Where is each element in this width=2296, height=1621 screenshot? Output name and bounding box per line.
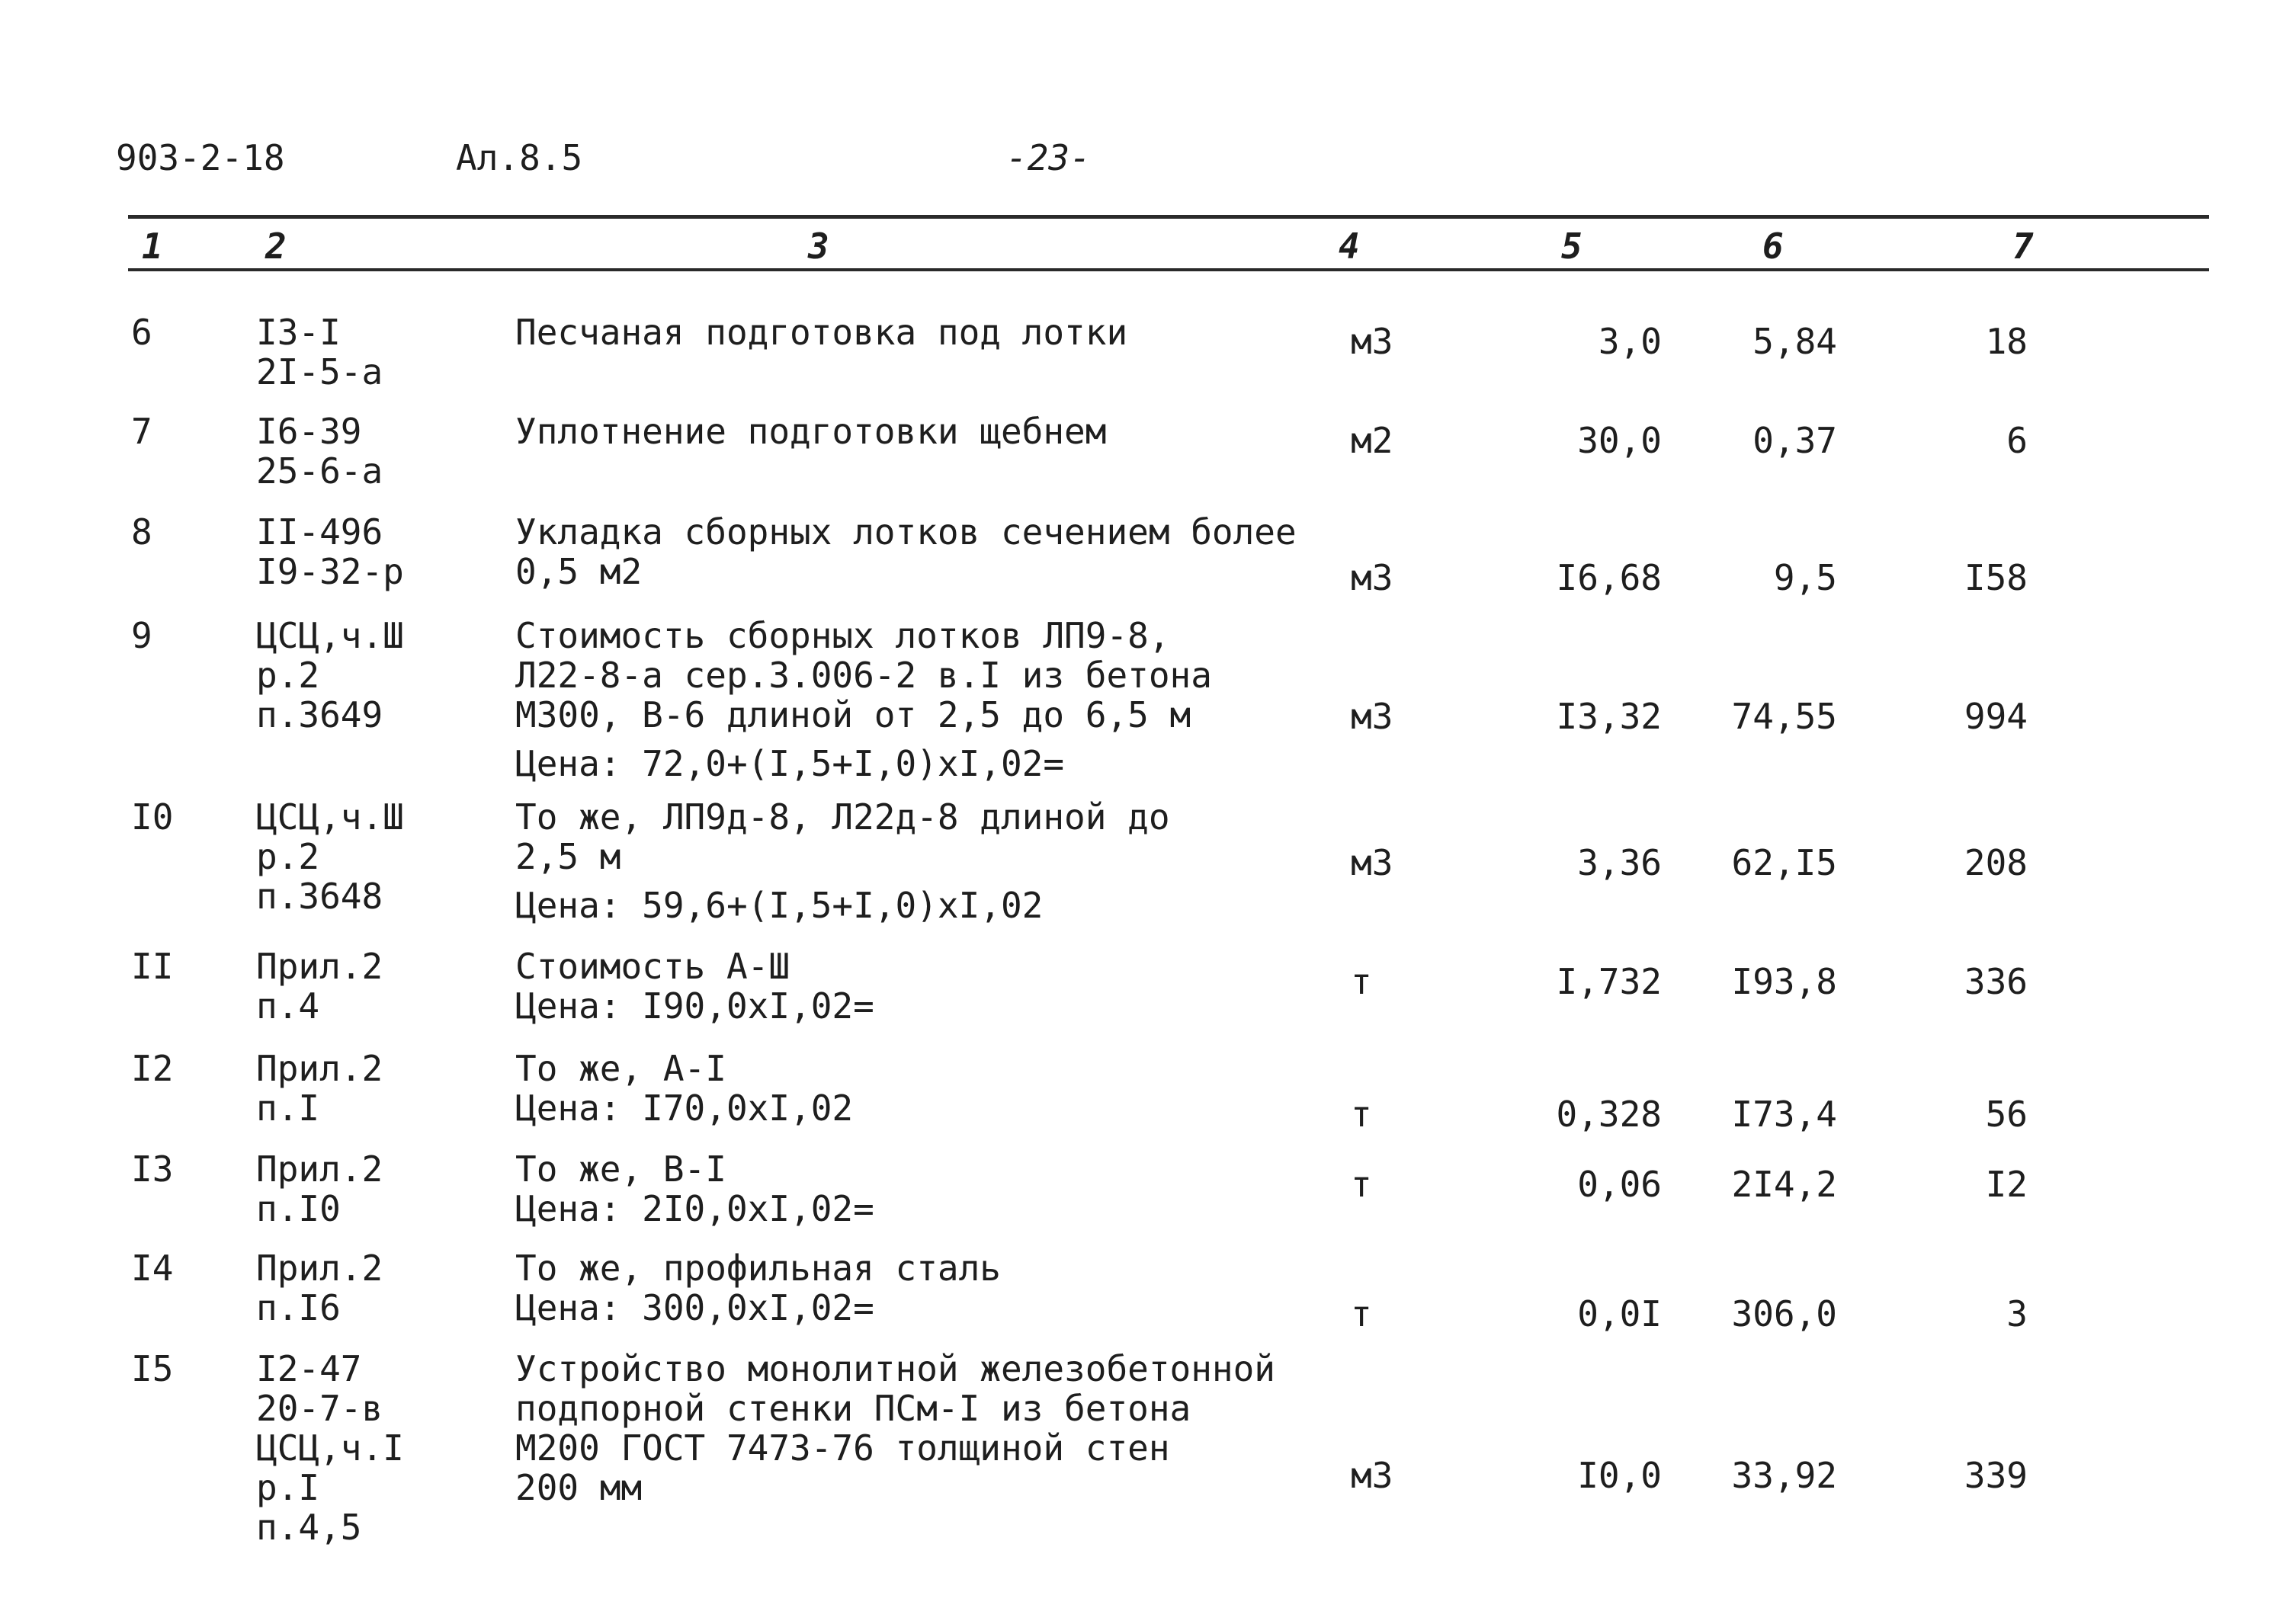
col-head-2: 2: [265, 226, 287, 267]
row-quantity: 3,36: [1577, 842, 1662, 883]
row-unit: м3: [1351, 1455, 1393, 1496]
description-line: То же, В-I: [515, 1148, 726, 1190]
row-unit: т: [1351, 1293, 1372, 1334]
description-line: Устройство монолитной железобетонной: [515, 1348, 1275, 1389]
row-unit: м3: [1351, 696, 1393, 737]
price-formula: Цена: I90,0xI,02=: [515, 985, 874, 1027]
row-description: [515, 947, 874, 1026]
row-unit-price: 5,84: [1752, 321, 1837, 362]
reference-line: р.2: [256, 655, 320, 696]
row-unit: т: [1351, 961, 1372, 1002]
row-unit: м2: [1351, 420, 1393, 461]
row-description: [515, 1149, 874, 1229]
col-head-3: 3: [808, 226, 829, 267]
price-formula: Цена: 2I0,0xI,02=: [515, 1188, 874, 1229]
description-line: Укладка сборных лотков сечением более: [515, 511, 1297, 553]
reference-line: ЦСЦ,ч.Ш: [256, 615, 404, 656]
row-unit-price: I73,4: [1731, 1094, 1837, 1135]
row-unit: м3: [1351, 557, 1393, 598]
row-description: [515, 312, 1127, 352]
row-unit: т: [1351, 1094, 1372, 1135]
row-reference: [256, 1149, 383, 1229]
reference-line: р.I: [256, 1467, 320, 1508]
row-number: 7: [131, 411, 152, 452]
description-line: 200 мм: [515, 1467, 643, 1508]
description-line: Уплотнение подготовки щебнем: [515, 411, 1107, 452]
row-unit: т: [1351, 1164, 1372, 1205]
reference-line: I2-47: [256, 1348, 362, 1389]
description-line: 0,5 м2: [515, 551, 643, 592]
row-total: 56: [1985, 1094, 2028, 1135]
reference-line: Прил.2: [256, 1048, 383, 1089]
reference-line: ЦСЦ,ч.I: [256, 1427, 404, 1469]
reference-line: Прил.2: [256, 1148, 383, 1190]
description-line: М200 ГОСТ 7473-76 толщиной стен: [515, 1427, 1170, 1469]
col-head-5: 5: [1561, 226, 1583, 267]
reference-line: п.4: [256, 985, 320, 1027]
row-quantity: I0,0: [1577, 1455, 1662, 1496]
reference-line: п.I6: [256, 1287, 341, 1328]
description-line: Стоимость сборных лотков ЛП9-8,: [515, 615, 1170, 656]
row-quantity: 0,0I: [1577, 1293, 1662, 1334]
row-quantity: 30,0: [1577, 420, 1662, 461]
reference-line: Прил.2: [256, 946, 383, 987]
row-reference: [256, 412, 383, 491]
row-unit-price: 33,92: [1731, 1455, 1837, 1496]
row-quantity: 0,328: [1556, 1094, 1662, 1135]
reference-line: п.4,5: [256, 1507, 362, 1548]
row-reference: [256, 1349, 404, 1547]
description-line: М300, В-6 длиной от 2,5 до 6,5 м: [515, 694, 1191, 735]
page-number: -23-: [1006, 137, 1091, 178]
row-number: I3: [131, 1148, 174, 1190]
row-number: I4: [131, 1248, 174, 1289]
row-unit-price: 306,0: [1731, 1293, 1837, 1334]
table-top-rule: [128, 215, 2209, 219]
table-header-rule: [128, 268, 2209, 271]
row-reference: [256, 616, 404, 735]
row-total: I58: [1964, 557, 2028, 598]
reference-line: 20-7-в: [256, 1388, 383, 1429]
row-number: 8: [131, 511, 152, 553]
row-description: [515, 412, 1106, 451]
reference-line: п.I: [256, 1088, 320, 1129]
row-unit-price: I93,8: [1731, 961, 1837, 1002]
row-unit-price: 62,I5: [1731, 842, 1837, 883]
row-description: [515, 1049, 853, 1128]
row-number: II: [131, 946, 174, 987]
row-description: [515, 512, 1297, 591]
row-number: I2: [131, 1048, 174, 1089]
price-formula: Цена: 72,0+(I,5+I,0)xI,02=: [515, 743, 1065, 784]
reference-line: п.3649: [256, 694, 383, 735]
row-number: 6: [131, 312, 152, 353]
row-reference: [256, 1049, 383, 1128]
description-line: То же, А-I: [515, 1048, 726, 1089]
row-total: 3: [2006, 1293, 2028, 1334]
reference-line: ЦСЦ,ч.Ш: [256, 796, 404, 838]
row-total: 339: [1964, 1455, 2028, 1496]
description-line: То же, ЛП9д-8, Л22д-8 длиной до: [515, 796, 1170, 838]
row-total: 6: [2006, 420, 2028, 461]
row-quantity: 3,0: [1598, 321, 1662, 362]
row-reference: [256, 1248, 383, 1328]
row-unit: м3: [1351, 321, 1393, 362]
row-unit: м3: [1351, 842, 1393, 883]
row-description: [515, 1248, 1001, 1328]
row-reference: [256, 797, 404, 916]
description-line: подпорной стенки ПСм-I из бетона: [515, 1388, 1191, 1429]
description-line: Песчаная подготовка под лотки: [515, 312, 1128, 353]
row-description: [515, 616, 1212, 783]
description-line: То же, профильная сталь: [515, 1248, 1001, 1289]
row-quantity: 0,06: [1577, 1164, 1662, 1205]
row-quantity: I,732: [1556, 961, 1662, 1002]
col-head-7: 7: [2012, 226, 2034, 267]
row-number: I0: [131, 796, 174, 838]
row-total: I2: [1985, 1164, 2028, 1205]
reference-line: р.2: [256, 836, 320, 877]
reference-line: I9-32-р: [256, 551, 404, 592]
row-quantity: I3,32: [1556, 696, 1662, 737]
row-number: 9: [131, 615, 152, 656]
price-formula: Цена: I70,0xI,02: [515, 1088, 854, 1129]
row-unit-price: 2I4,2: [1731, 1164, 1837, 1205]
reference-line: I6-39: [256, 411, 362, 452]
description-line: Стоимость А-Ш: [515, 946, 790, 987]
row-description: [515, 797, 1170, 925]
col-head-4: 4: [1339, 226, 1360, 267]
reference-line: 2I-5-а: [256, 351, 383, 392]
price-formula: Цена: 59,6+(I,5+I,0)xI,02: [515, 885, 1044, 926]
row-total: 208: [1964, 842, 2028, 883]
row-quantity: I6,68: [1556, 557, 1662, 598]
description-line: Л22-8-а сер.3.006-2 в.I из бетона: [515, 655, 1212, 696]
row-total: 336: [1964, 961, 2028, 1002]
row-number: I5: [131, 1348, 174, 1389]
row-total: 18: [1985, 321, 2028, 362]
row-total: 994: [1964, 696, 2028, 737]
reference-line: II-496: [256, 511, 383, 553]
row-unit-price: 0,37: [1752, 420, 1837, 461]
row-reference: [256, 512, 404, 591]
album-label: Ал.8.5: [456, 137, 583, 178]
col-head-6: 6: [1762, 226, 1784, 267]
reference-line: 25-6-а: [256, 450, 383, 492]
reference-line: I3-I: [256, 312, 341, 353]
row-reference: [256, 312, 383, 392]
row-unit-price: 74,55: [1731, 696, 1837, 737]
row-reference: [256, 947, 383, 1026]
description-line: 2,5 м: [515, 836, 621, 877]
row-description: [515, 1349, 1275, 1507]
col-head-1: 1: [142, 226, 163, 267]
row-unit-price: 9,5: [1773, 557, 1837, 598]
price-formula: Цена: 300,0xI,02=: [515, 1287, 874, 1328]
doc-code: 903-2-18: [116, 137, 285, 178]
reference-line: п.3648: [256, 876, 383, 917]
reference-line: п.I0: [256, 1188, 341, 1229]
reference-line: Прил.2: [256, 1248, 383, 1289]
